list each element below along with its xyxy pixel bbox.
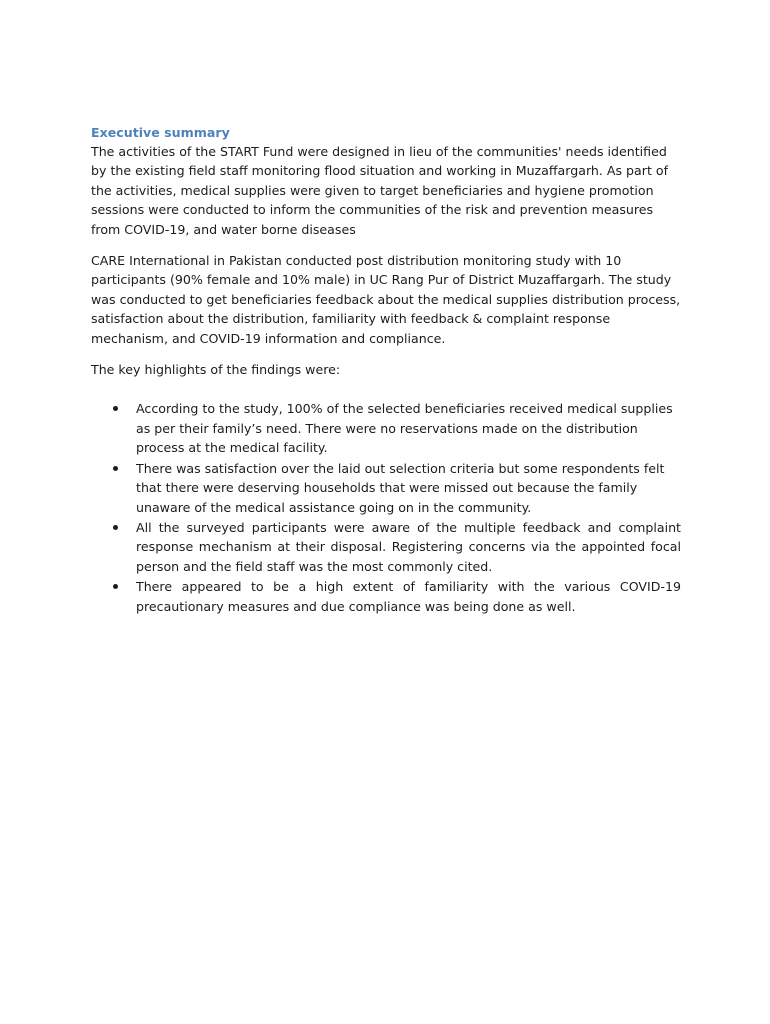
list-item	[91, 459, 681, 517]
list-item-text: There appeared to be a high extent of familiarity with the various COVID-19 precautionary measures and due compliance was being done as well.	[136, 579, 681, 614]
paragraph-study: CARE International in Pakistan conducted post distribution monitoring study with 10 participants (90% female and 10% male) in UC Rang Pur of District Muzaffargarh. The study was conducted to get beneficiaries feedback about the medical supplies distribution process, satisfaction about the distribution, familiarity with feedback & complaint response mechanism, and COVID-19 information and compliance.	[91, 253, 681, 346]
bullet-icon	[113, 466, 118, 471]
paragraph-highlights-intro: The key highlights of the findings were:	[91, 362, 341, 378]
findings-list	[91, 399, 681, 615]
paragraph-intro: The activities of the START Fund were designed in lieu of the communities' needs identified by the existing field staff monitoring flood situation and working in Muzaffargarh. As part of the activities, medical supplies were given to target beneficiaries and hygiene promotion sessions were conducted to inform the communities of the risk and prevention measures from COVID-19, and water borne diseases	[91, 144, 669, 237]
bullet-icon	[113, 584, 118, 589]
list-item-text: All the surveyed participants were aware of the multiple feedback and complaint response mechanism at their disposal. Registering concerns via the appointed focal person and the field staff was the most commonly cited.	[136, 519, 681, 574]
list-item	[91, 518, 681, 576]
bullet-icon	[113, 406, 118, 411]
list-item-text: According to the study, 100% of the selected beneficiaries received medical supplies as per their family’s need. There were no reservations made on the distribution process at the medical facility.	[136, 401, 673, 456]
list-item-text: There was satisfaction over the laid out selection criteria but some respondents felt that there were deserving households that were missed out because the family unaware of the medical assistance going on in the community.	[136, 460, 665, 515]
section-heading: Executive summary	[91, 125, 230, 140]
list-item	[91, 577, 681, 616]
list-item	[91, 399, 681, 457]
document-page	[91, 123, 681, 617]
bullet-icon	[113, 525, 118, 530]
